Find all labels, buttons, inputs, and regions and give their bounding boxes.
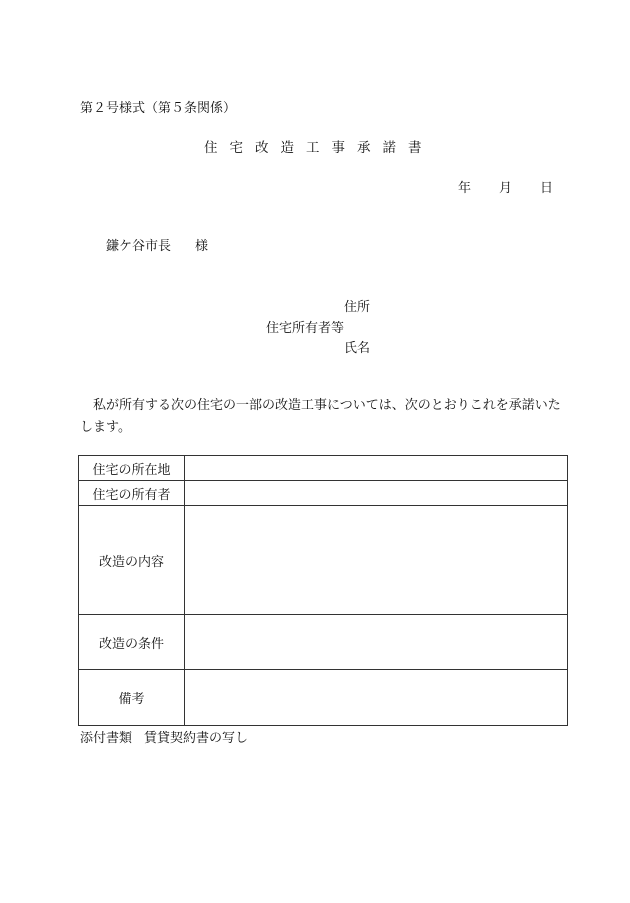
owner-label: 住宅所有者等 — [266, 321, 345, 336]
consent-statement: 私が所有する次の住宅の一部の改造工事については、次のとおりこれを承諾いたします。 — [80, 398, 561, 435]
table-row — [79, 506, 568, 615]
row-label-content: 改造の内容 — [79, 506, 185, 615]
date-month-label: 月 — [499, 181, 513, 196]
row-value-owner — [185, 481, 568, 506]
table-row — [79, 481, 568, 506]
row-value-conditions — [185, 615, 568, 670]
table-row — [79, 615, 568, 670]
row-label-conditions: 改造の条件 — [79, 615, 185, 670]
date-line — [458, 177, 553, 196]
attachment-line — [80, 727, 248, 746]
row-label-location: 住宅の所在地 — [79, 456, 185, 481]
construction-info-table — [78, 455, 568, 726]
date-year-label: 年 — [458, 181, 472, 196]
document-title: 住宅改造工事承諾書 — [204, 140, 434, 156]
row-value-content — [185, 506, 568, 615]
addressee-honorific: 様 — [195, 239, 209, 254]
addressee — [106, 235, 208, 254]
row-value-location — [185, 456, 568, 481]
date-day-label: 日 — [540, 181, 554, 196]
row-label-owner: 住宅の所有者 — [79, 481, 185, 506]
table-row — [79, 670, 568, 726]
address-label: 住所 — [344, 300, 371, 315]
form-number: 第２号様式（第５条関係） — [80, 101, 237, 116]
row-label-remarks: 備考 — [79, 670, 185, 726]
attachment-label: 添付書類 — [80, 731, 133, 746]
table-row — [79, 456, 568, 481]
name-label: 氏名 — [344, 341, 371, 356]
addressee-name: 鎌ケ谷市長 — [106, 239, 172, 254]
attachment-value: 賃貸契約書の写し — [144, 731, 249, 746]
row-value-remarks — [185, 670, 568, 726]
